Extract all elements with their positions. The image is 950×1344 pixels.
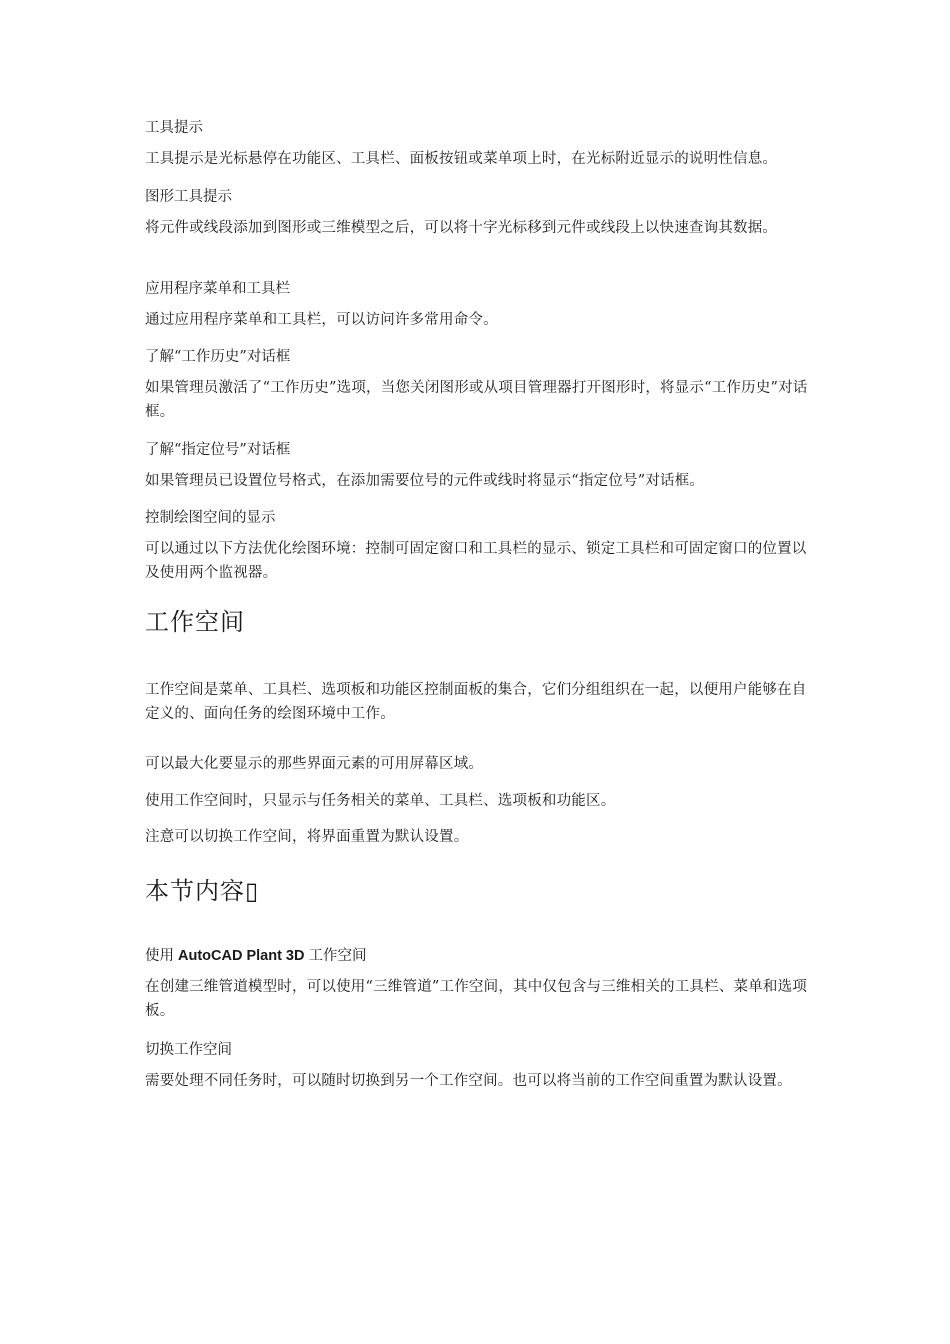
contents-item-title-switch-workspace[interactable]: 切换工作空间 [145, 1042, 232, 1058]
workspace-para-3: 使用工作空间时，只显示与任务相关的菜单、工具栏、选项板和功能区。 [145, 793, 616, 809]
contents-heading-text: 本节内容 [145, 877, 245, 905]
contents-heading [145, 875, 810, 907]
plant3d-title-prefix: 使用 [145, 948, 174, 964]
section-title-app-menu: 应用程序菜单和工具栏 [145, 281, 290, 297]
workspace-para-2: 可以最大化要显示的那些界面元素的可用屏幕区域。 [145, 756, 484, 772]
section-desc-graphic-tooltip: 将元件或线段添加到图形或三维模型之后，可以将十字光标移到元件或线段上以快速查询其数据。 [145, 220, 778, 236]
contents-heading-glyph: ▯ [245, 877, 260, 905]
workspace-para-1: 工作空间是菜单、工具栏、选项板和功能区控制面板的集合，它们分组组织在一起，以便用户能够在自定义的、面向任务的绘图环境中工作。 [145, 682, 807, 722]
contents-item-desc-switch-workspace: 需要处理不同任务时，可以随时切换到另一个工作空间。也可以将当前的工作空间重置为默认设置。 [145, 1073, 792, 1089]
section-title-drawing-space: 控制绘图空间的显示 [145, 510, 276, 526]
workspace-heading: 工作空间 [145, 608, 245, 636]
section-desc-assign-tag: 如果管理员已设置位号格式，在添加需要位号的元件或线时将显示“指定位号”对话框。 [145, 473, 705, 489]
contents-item-desc-plant3d: 在创建三维管道模型时，可以使用“三维管道”工作空间，其中仅包含与三维相关的工具栏、菜单和选项板。 [145, 979, 808, 1019]
section-title-graphic-tooltip: 图形工具提示 [145, 189, 232, 205]
section-title-assign-tag: 了解“指定位号”对话框 [145, 442, 291, 458]
section-desc-work-history: 如果管理员激活了“工作历史”选项，当您关闭图形或从项目管理器打开图形时，将显示“工作历史”对话框。 [145, 380, 808, 420]
section-desc-tooltip: 工具提示是光标悬停在功能区、工具栏、面板按钮或菜单项上时，在光标附近显示的说明性信息。 [145, 151, 778, 167]
plant3d-title-suffix: 工作空间 [308, 948, 367, 964]
section-desc-drawing-space: 可以通过以下方法优化绘图环境：控制可固定窗口和工具栏的显示、锁定工具栏和可固定窗口的位置以及使用两个监视器。 [145, 541, 807, 581]
section-title-work-history: 了解“工作历史”对话框 [145, 349, 291, 365]
section-title-tooltip: 工具提示 [145, 120, 203, 136]
workspace-para-4: 注意可以切换工作空间，将界面重置为默认设置。 [145, 829, 469, 845]
plant3d-title-bold: AutoCAD Plant 3D [178, 948, 305, 964]
contents-item-title-plant3d[interactable] [145, 946, 810, 966]
section-desc-app-menu: 通过应用程序菜单和工具栏，可以访问许多常用命令。 [145, 312, 498, 328]
